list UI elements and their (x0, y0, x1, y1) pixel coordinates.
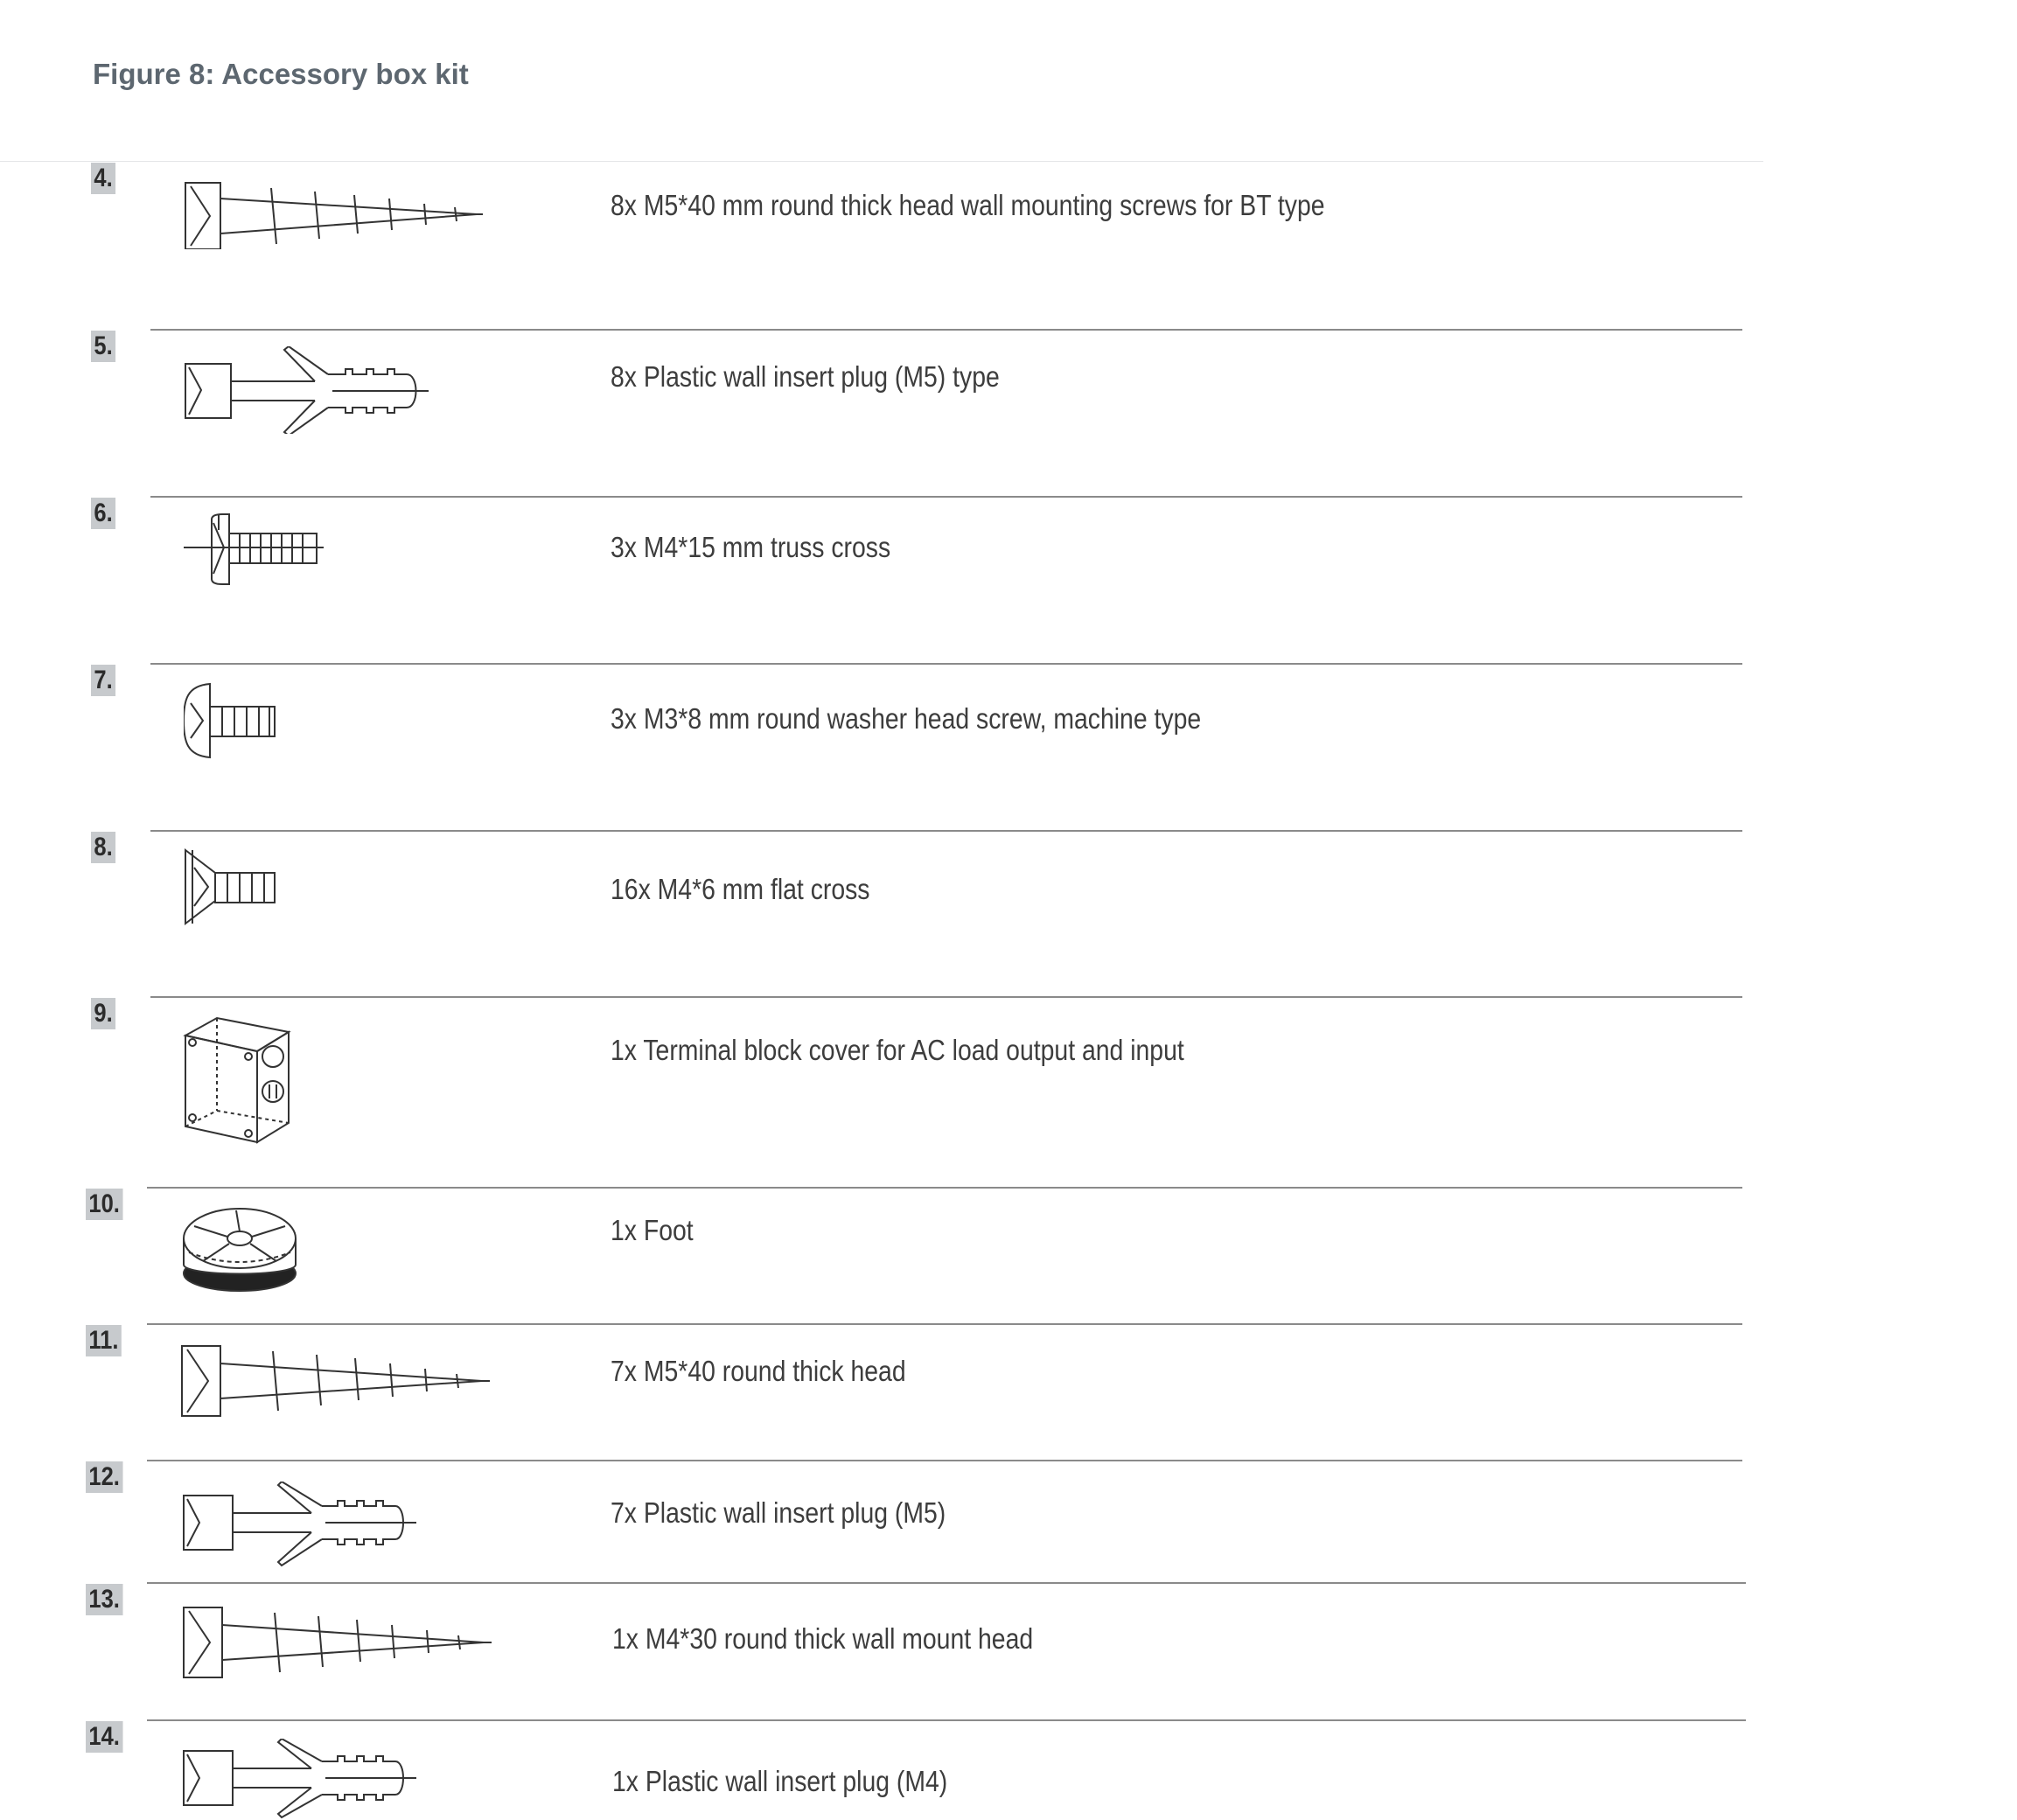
item-number: 14. (86, 1721, 122, 1753)
item-number: 8. (91, 832, 115, 863)
item-description: 1x Plastic wall insert plug (M4) (612, 1765, 948, 1797)
divider (0, 161, 1763, 162)
flat-head-screw-icon (184, 848, 280, 927)
divider (147, 1719, 1746, 1721)
wall-screw-icon (180, 1342, 495, 1418)
item-number: 5. (91, 331, 115, 362)
item-number: 11. (86, 1325, 122, 1356)
divider (150, 496, 1742, 498)
item-description: 1x Foot (611, 1214, 694, 1246)
item-number: 4. (91, 163, 115, 194)
foot-icon (180, 1203, 299, 1294)
washer-head-screw-icon (184, 682, 280, 761)
wall-screw-icon (182, 1604, 497, 1679)
item-description: 1x Terminal block cover for AC load output and input (611, 1034, 1184, 1066)
divider (150, 663, 1742, 665)
item-description: 3x M3*8 mm round washer head screw, machine type (611, 702, 1202, 735)
item-description: 7x Plastic wall insert plug (M5) (611, 1496, 946, 1529)
item-description: 3x M4*15 mm truss cross (611, 531, 891, 563)
item-description: 7x M5*40 round thick head (611, 1355, 906, 1387)
item-number: 10. (86, 1189, 122, 1220)
divider (150, 329, 1742, 331)
item-number: 13. (86, 1584, 122, 1615)
divider (147, 1187, 1742, 1189)
truss-screw-icon (184, 513, 332, 588)
item-number: 12. (86, 1461, 122, 1493)
figure-title: Figure 8: Accessory box kit (93, 58, 469, 90)
item-description: 8x Plastic wall insert plug (M5) type (611, 360, 1000, 393)
wall-plug-icon (180, 1482, 425, 1569)
terminal-block-cover-icon (182, 1015, 292, 1146)
item-number: 7. (91, 665, 115, 696)
item-number: 6. (91, 498, 115, 529)
divider (147, 1323, 1742, 1325)
item-number: 9. (91, 998, 115, 1029)
divider (147, 1582, 1746, 1584)
wall-screw-icon (184, 179, 490, 249)
divider (150, 830, 1742, 832)
wall-plug-icon (180, 1739, 425, 1819)
wall-plug-icon (184, 346, 437, 434)
item-description: 8x M5*40 mm round thick head wall mounting screws for BT type (611, 189, 1325, 221)
divider (150, 996, 1742, 998)
item-description: 1x M4*30 round thick wall mount head (612, 1622, 1034, 1655)
divider (147, 1460, 1742, 1461)
item-description: 16x M4*6 mm flat cross (611, 873, 870, 905)
